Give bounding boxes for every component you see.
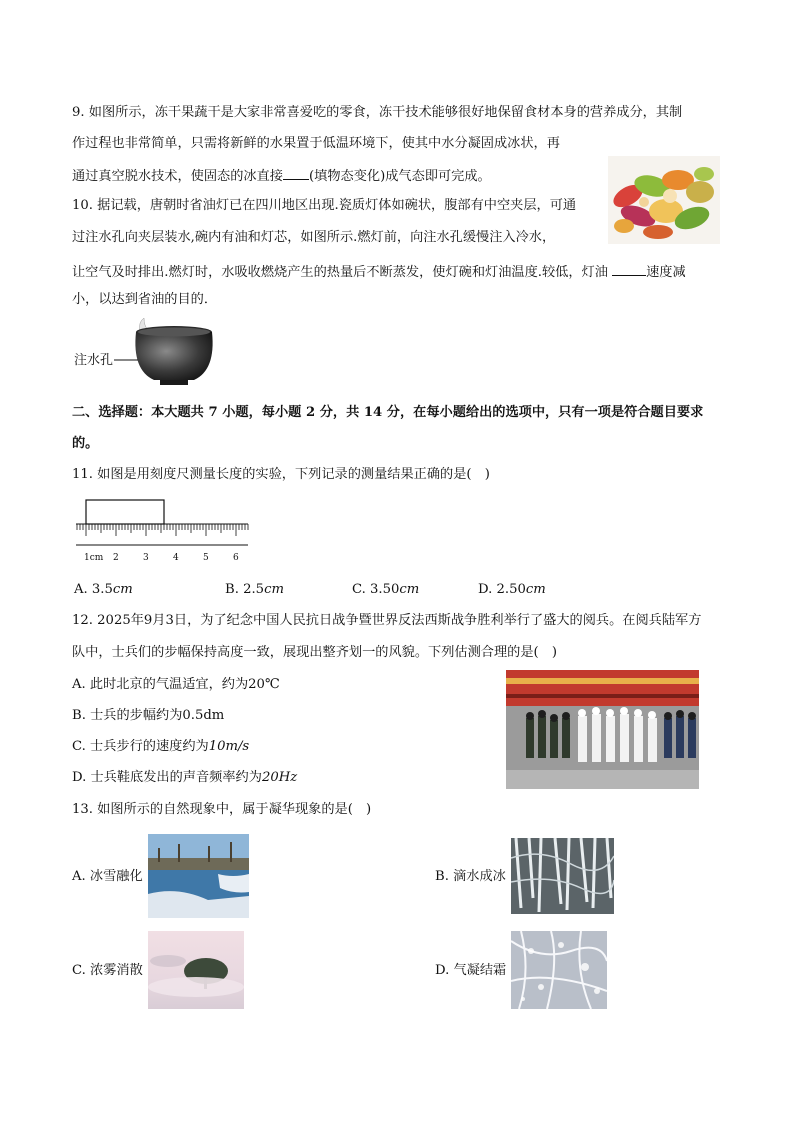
q12-option-c[interactable] [72, 738, 249, 756]
q11-option-d[interactable] [478, 581, 546, 599]
section-2-heading-line-1: 二、选择题：本大题共 7 小题，每小题 2 分，共 14 分，在每小题给出的选项中，只有一项是符合题目要求 [72, 405, 704, 420]
q12-option-d-text: D. 士兵鞋底发出的声音频率约为 [72, 770, 262, 785]
q12-line-1: 12. 2025年9月3日，为了纪念中国人民抗日战争暨世界反法西斯战争胜利举行了盛大的阅兵。在阅兵陆军方 [72, 613, 702, 628]
q12-option-d-value: 20Hz [261, 770, 298, 785]
q10-line-2: 过注水孔向夹层装水,碗内有油和灯芯，如图所示.燃灯前，向注水孔缓慢注入冷水， [72, 230, 556, 245]
ruler-figure [72, 496, 252, 568]
fog-dispersing-photo [148, 931, 244, 1009]
q11-option-d-unit: cm [525, 582, 546, 597]
q12-line-2: 队中，士兵们的步幅保持高度一致，展现出整齐划一的风貌。下列估测合理的是( ) [72, 645, 558, 660]
q12-option-d[interactable] [72, 769, 297, 787]
q12-option-b[interactable] [72, 707, 224, 725]
q9-line-1: 9. 如图所示，冻干果蔬干是大家非常喜爱吃的零食，冻干技术能够很好地保留食材本身的营养成分，其制 [72, 105, 683, 120]
q10-line-3-part-b: 速度减 [646, 265, 686, 280]
ruler-tick-label: 1cm [84, 553, 104, 563]
q11-option-a-unit: cm [112, 582, 133, 597]
q9-line-3-part-a: 通过真空脱水技术，使固态的冰直接 [72, 169, 283, 184]
q12-option-a[interactable] [72, 676, 280, 694]
q11-option-b[interactable] [225, 581, 284, 599]
q12-option-c-text: C. 士兵步行的速度约为 [72, 739, 209, 754]
ruler-tick-label: 6 [233, 553, 239, 563]
q11-option-a-letter: A. [74, 582, 92, 597]
q10-line-1: 10. 据记载，唐朝时省油灯已在四川地区出现.瓷质灯体如碗状，腹部有中空夹层，可通 [72, 198, 577, 213]
q12-option-a-text: A. 此时北京的气温适宜，约为 [72, 677, 249, 692]
q12-option-c-value: 10m/s [208, 739, 250, 754]
frost-forming-photo [511, 931, 607, 1009]
q11-option-c-unit: cm [399, 582, 420, 597]
dripping-water-ice-photo [511, 838, 614, 914]
ruler-tick-label: 4 [173, 553, 179, 563]
q13-option-b[interactable]: B. 滴水成冰 [435, 869, 506, 884]
ruler-tick-label: 5 [203, 553, 209, 563]
q9-answer-blank[interactable] [283, 166, 309, 180]
q10-line-3-part-a: 让空气及时排出.燃灯时，水吸收燃烧产生的热量后不断蒸发，使灯碗和灯油温度.较低，灯油 [72, 265, 608, 280]
q13-option-d[interactable]: D. 气凝结霜 [435, 963, 507, 978]
q13-option-c[interactable]: C. 浓雾消散 [72, 963, 143, 978]
q11-option-d-value: 2.50 [496, 582, 526, 597]
q13-option-a[interactable]: A. 冰雪融化 [72, 869, 143, 884]
q11-option-d-letter: D. [478, 582, 497, 597]
q11-option-c-value: 3.50 [370, 582, 400, 597]
military-parade-photo [506, 670, 699, 789]
q12-option-b-value: 0.5dm [182, 708, 225, 723]
q9-line-3 [72, 166, 491, 186]
freeze-dried-fruit-image [608, 156, 720, 244]
q11-option-b-unit: cm [264, 582, 284, 597]
ruler-tick-label: 2 [113, 553, 119, 563]
q11-option-c[interactable] [352, 581, 419, 599]
q10-answer-blank[interactable] [612, 262, 646, 276]
q11-option-b-letter: B. [225, 582, 244, 597]
q9-line-2: 作过程也非常简单，只需将新鲜的水果置于低温环境下，使其中水分凝固成冰状，再 [72, 136, 560, 151]
q11-option-a[interactable] [74, 581, 133, 599]
q11-option-c-letter: C. [352, 582, 371, 597]
q13-stem: 13. 如图所示的自然现象中，属于凝华现象的是( ) [72, 802, 372, 817]
section-2-heading-line-2: 的。 [72, 436, 99, 451]
ruler-tick-label: 3 [143, 553, 149, 563]
q11-option-b-value: 2.5 [243, 582, 265, 597]
q11-stem: 11. 如图是用刻度尺测量长度的实验，下列记录的测量结果正确的是( ) [72, 467, 490, 482]
water-inlet-label: 注水孔 [74, 353, 114, 368]
q12-option-b-text: B. 士兵的步幅约为 [72, 708, 183, 723]
ice-melting-photo [148, 834, 249, 918]
q10-line-3 [72, 262, 686, 282]
q10-line-4: 小，以达到省油的目的． [72, 292, 218, 307]
q11-option-a-value: 3.5 [91, 582, 113, 597]
q12-option-a-value: 20℃ [248, 677, 280, 692]
q9-line-3-part-b: (填物态变化)成气态即可完成。 [309, 169, 491, 184]
